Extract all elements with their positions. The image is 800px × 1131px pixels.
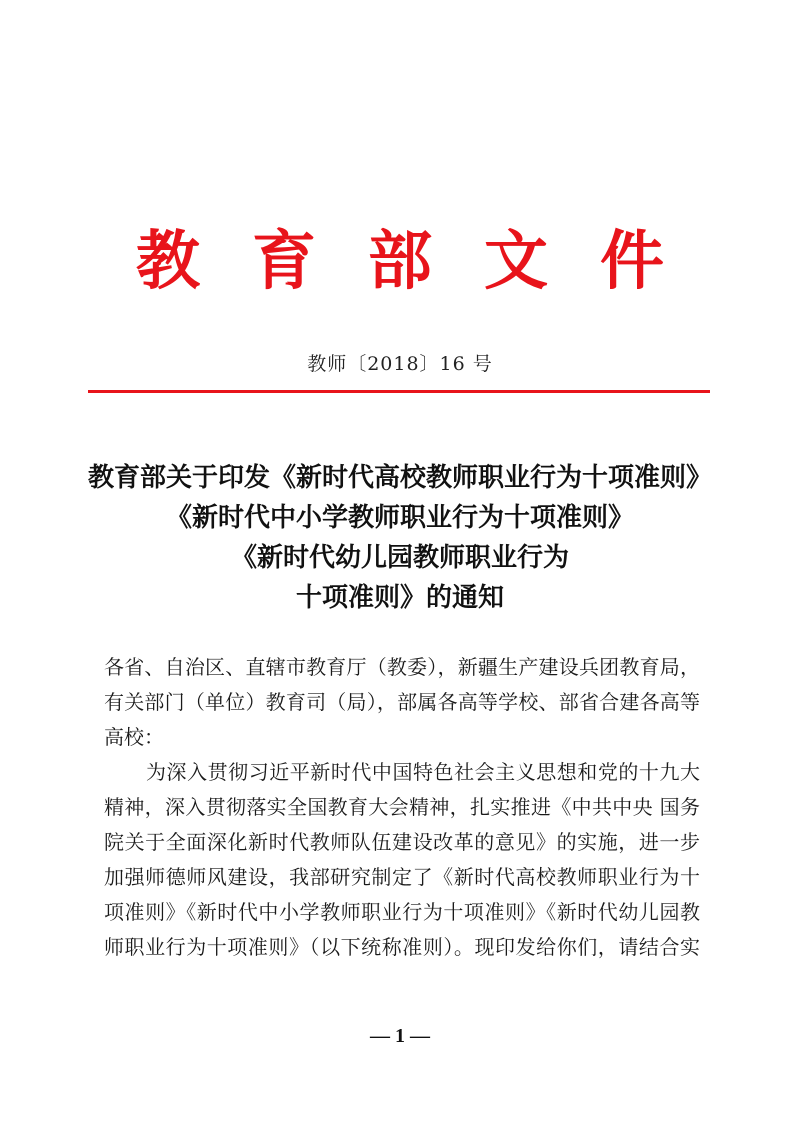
title-line: 《新时代中小学教师职业行为十项准则》 xyxy=(165,503,634,533)
paragraph-line: 项准则》《新时代中小学教师职业行为十项准则》《新时代幼儿园教 xyxy=(104,900,700,924)
page-number: — 1 — xyxy=(370,1025,430,1047)
title-line: 《新时代幼儿园教师职业行为 xyxy=(230,543,569,573)
addressee-line: 各省、自治区、直辖市教育厅（教委），新疆生产建设兵团教育局， xyxy=(104,655,700,679)
document-body xyxy=(104,650,700,965)
addressee-line: 高校： xyxy=(104,725,164,749)
title-line: 十项准则》的通知 xyxy=(295,583,504,613)
issuer-header: 教育部文件 xyxy=(136,224,716,299)
document-title xyxy=(80,458,720,618)
title-line: 教育部关于印发《新时代高校教师职业行为十项准则》 xyxy=(87,463,712,493)
addressee-line: 有关部门（单位）教育司（局），部属各高等学校、部省合建各高等 xyxy=(104,690,700,714)
paragraph-line: 精神，深入贯彻落实全国教育大会精神，扎实推进《中共中央 国务 xyxy=(104,795,700,819)
red-divider-line xyxy=(88,390,710,393)
paragraph-line: 加强师德师风建设，我部研究制定了《新时代高校教师职业行为十 xyxy=(104,865,700,889)
document-number: 教师〔2018〕16 号 xyxy=(307,353,493,375)
paragraph-line: 为深入贯彻习近平新时代中国特色社会主义思想和党的十九大 xyxy=(146,760,700,784)
paragraph-line: 院关于全面深化新时代教师队伍建设改革的意见》的实施，进一步 xyxy=(104,830,700,854)
paragraph-line: 师职业行为十项准则》（以下统称准则）。现印发给你们，请结合实 xyxy=(104,935,700,959)
